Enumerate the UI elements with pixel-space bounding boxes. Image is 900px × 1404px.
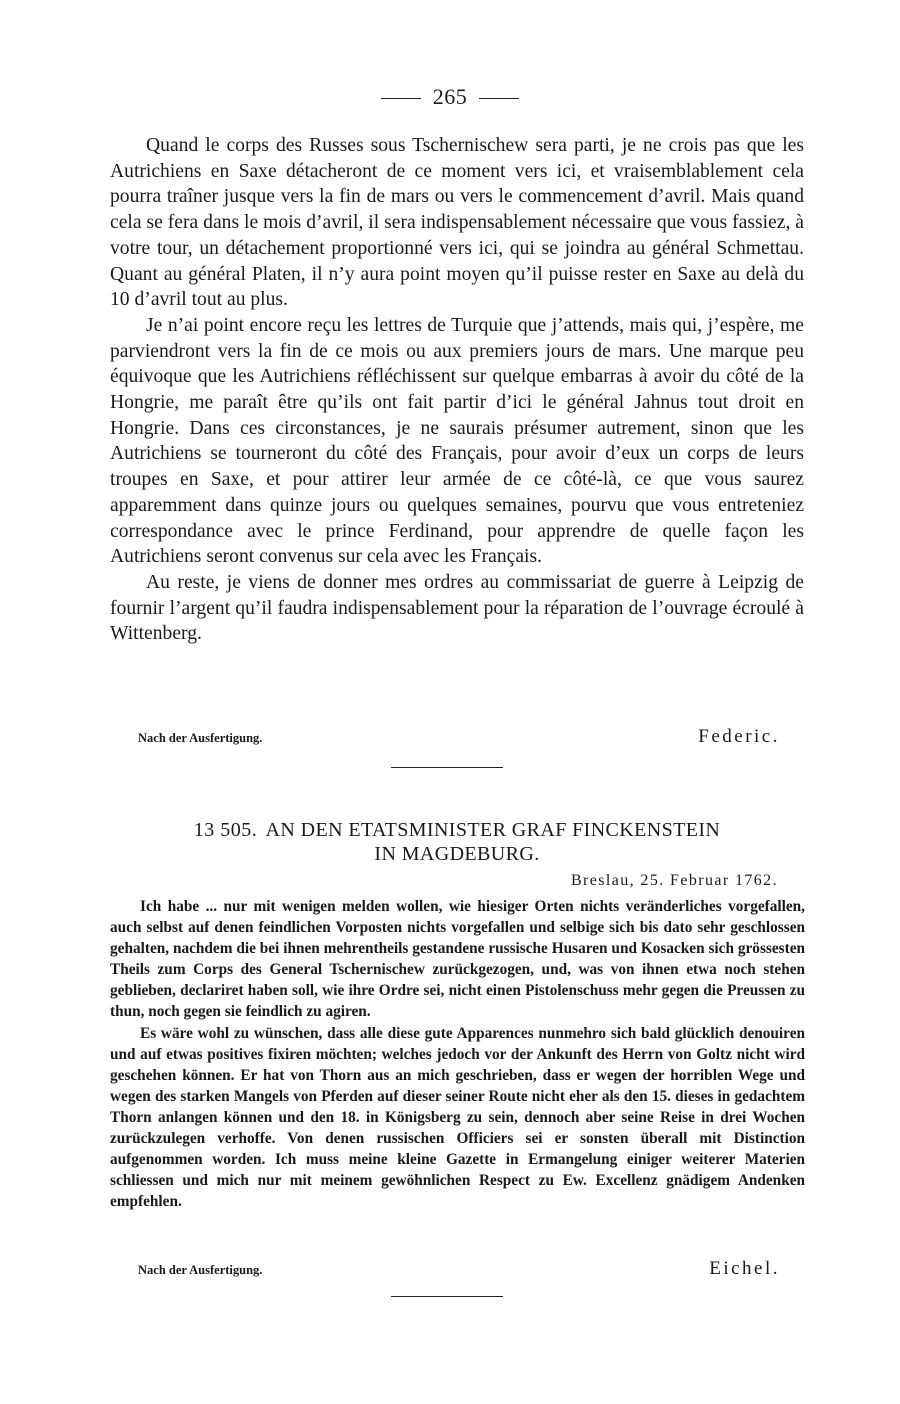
letter-1-source-note: Nach der Ausfertigung. xyxy=(138,731,263,745)
letter-2-title-line-1: AN DEN ETATSMINISTER GRAF FINCKENSTEIN xyxy=(265,819,721,841)
letter-2-body xyxy=(110,896,805,1212)
letter-2-heading-line-1 xyxy=(110,818,804,842)
page-number-dash-left xyxy=(381,98,421,99)
section-divider-1 xyxy=(391,767,503,768)
letter-2-paragraph-2: Es wäre wohl zu wünschen, dass alle diese gute Apparences nunmehro sich bald glücklich denouiren und auf etwas positives fixiren möchten; welches jedoch vor der Ankunft des Herrn von Goltz nicht wird geschehen können. Er hat von Thorn aus an mich geschrieben, dass er wegen der horriblen Wege und wegen des starken Mangels von Pferden auf dieser seiner Route nicht eher als den 15. dieses in gedachtem Thorn anlangen können und den 18. in Königsberg zu sein, dennoch aber seine Reise in drei Wochen zurückzulegen verhoffe. Von denen russischen Officiers sei er sonsten überall mit Distinction aufgenommen worden. Ich muss meine kleine Gazette in Ermangelung einiger weiterer Materien schliessen und mich nur mit meinem gewöhnlichen Respect zu Ew. Excellenz gnädigem Andenken empfehlen. xyxy=(110,1024,805,1211)
letter-2-heading xyxy=(110,818,804,866)
letter-1-paragraph-3: Au reste, je viens de donner mes ordres au commissariat de guerre à Leipzig de fournir l’argent qu’il faudra indispensablement pour la réparation de l’ouvrage écroulé à Wittenberg. xyxy=(110,571,804,645)
page-number-dash-right xyxy=(479,98,519,99)
letter-2-paragraph-1: Ich habe ... nur mit wenigen melden wollen, wie hiesiger Orten nichts veränderliches vorgefallen, auch selbst auf denen feindlichen Vorposten nichts vorgefallen und selbige sich bis dato sehr geschlossen gehalten, nachdem die bei ihnen mehrentheils gestandene russische Husaren und Kosacken sich grössesten Theils zum Corps des General Tschernischew zurückgezogen, und, was von ihnen etwa noch stehen geblieben, declariret haben soll, wie ihre Ordre sei, nicht einen Pistolenschuss mehr gegen die Preussen zu thun, noch gegen sie feindlich zu agiren. xyxy=(110,898,805,1021)
section-divider-2 xyxy=(391,1296,503,1297)
letter-2-signature: Eichel. xyxy=(709,1258,780,1279)
letter-1-signature-row xyxy=(110,722,780,750)
letter-2-title-line-2: IN MAGDEBURG. xyxy=(374,843,540,865)
letter-1-paragraph-1: Quand le corps des Russes sous Tschernischew sera parti, je ne crois pas que les Autrichiens en Saxe détacheront de ce moment vers ici, et vraisemblablement cela pourra traîner jusque vers la fin de mars ou vers le commencement d’avril. Mais quand cela se fera dans le mois d’avril, il sera indispensablement nécessaire que vous fassiez, à votre tour, un détachement proportionné vers ici, qui se joindra au général Schmettau. Quant au général Platen, il n’y aura point moyen qu’il puisse rester en Saxe au delà du 10 d’avril tout au plus. xyxy=(110,135,804,311)
letter-2-signature-row xyxy=(110,1254,780,1282)
letter-1-body xyxy=(110,133,804,647)
letter-2-dateline: Breslau, 25. Februar 1762. xyxy=(570,872,778,889)
letter-2-source-note: Nach der Ausfertigung. xyxy=(138,1263,263,1277)
letter-2-number: 13 505. xyxy=(193,819,258,841)
page-number xyxy=(0,84,900,110)
page-number-text: 265 xyxy=(432,84,468,109)
letter-1-signature: Federic. xyxy=(698,726,780,747)
letter-1-paragraph-2: Je n’ai point encore reçu les lettres de Turquie que j’attends, mais qui, j’espère, me parviendront vers la fin de ce mois ou aux premiers jours de mars. Une marque peu équivoque que les Autrichiens réfléchissent sur quelque embarras à avoir du côté de la Hongrie, me paraît être qu’ils ont fait partir d’ici le général Jahnus tout droit en Hongrie. Dans ces circonstances, je ne saurais présumer autrement, sinon que les Autrichiens se tourneront du côté des Français, pour avoir d’eux un corps de leurs troupes en Saxe, et pour attirer leur armée de ce côté-là, ce que vous saurez apparemment dans quinze jours ou quelques semaines, pourvu que vous entreteniez correspondance avec le prince Ferdinand, pour apprendre de quelle façon les Autrichiens seront convenus sur cela avec les Français. xyxy=(110,314,804,568)
